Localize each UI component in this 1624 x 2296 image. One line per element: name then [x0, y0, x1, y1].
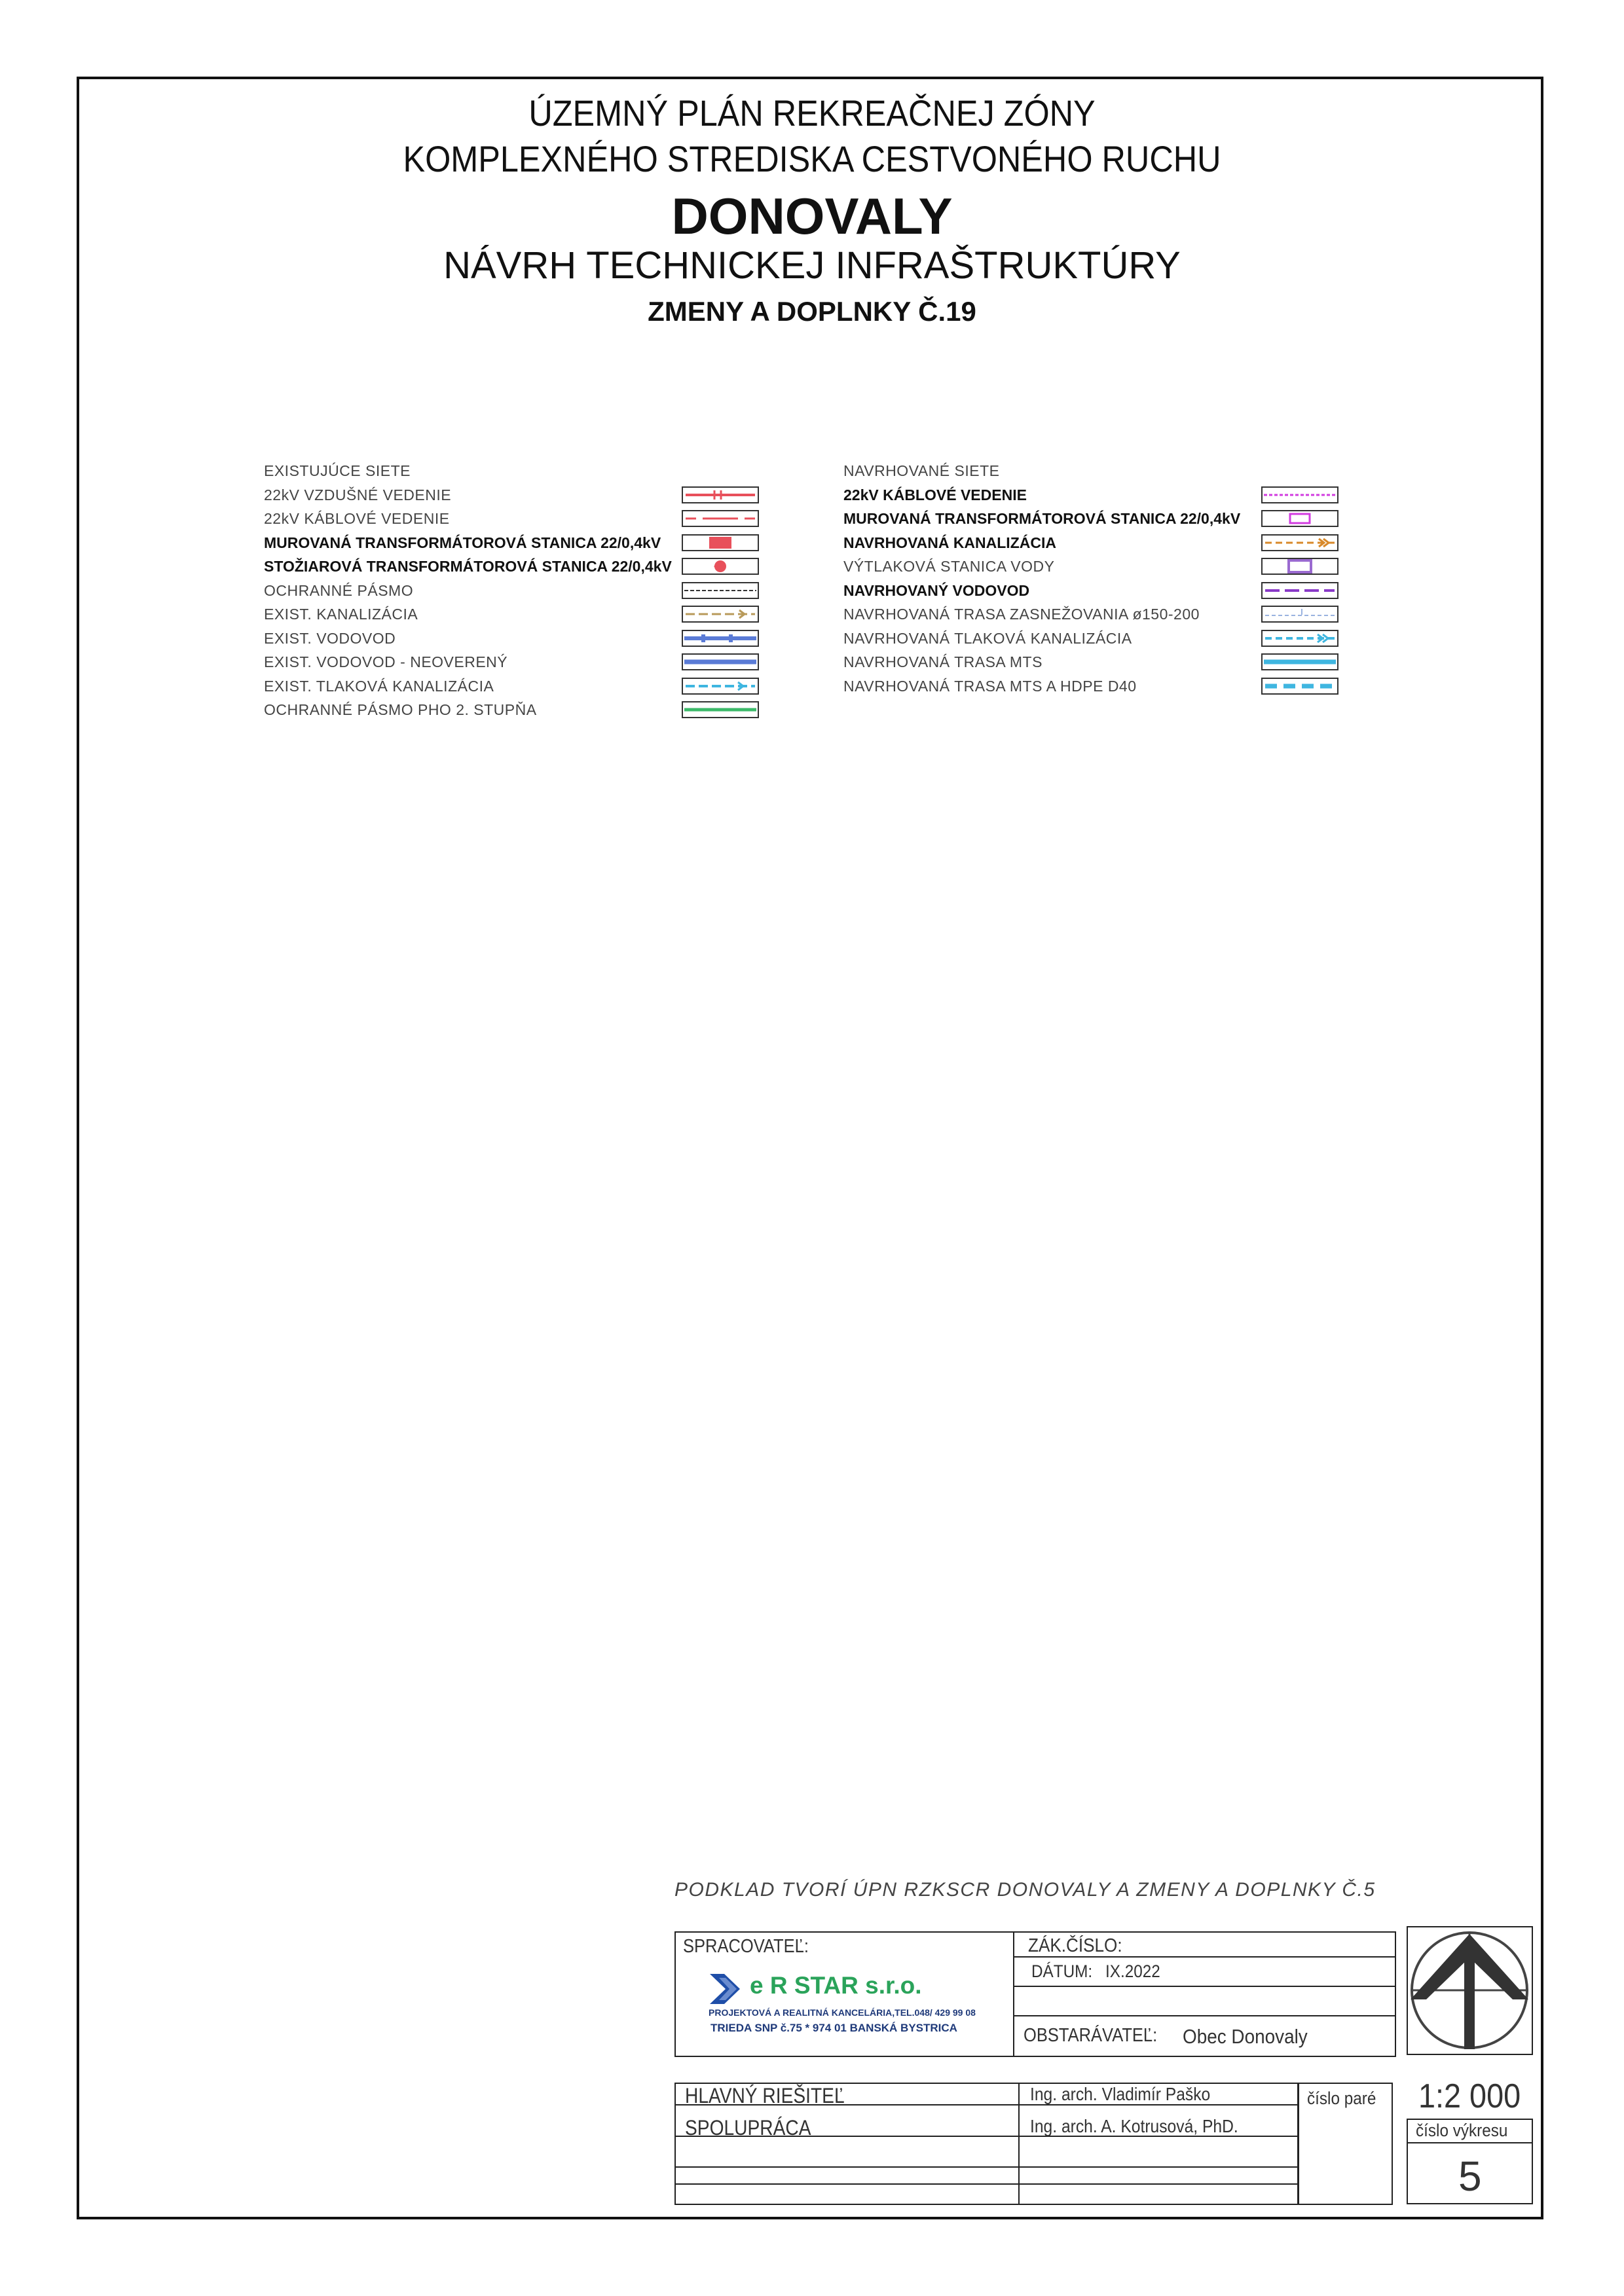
legend-label: MUROVANÁ TRANSFORMÁTOROVÁ STANICA 22/0,4kV	[843, 510, 1241, 527]
legend-label: NAVRHOVANÁ TRASA MTS	[843, 653, 1043, 670]
overhead-line-icon	[682, 486, 759, 503]
legend-heading-row	[843, 459, 1341, 483]
lead-value: Ing. arch. Vladimír Paško	[1030, 2084, 1211, 2104]
title-line-2: KOMPLEXNÉHO STREDISKA CESTVONÉHO RUCHU	[403, 138, 1221, 179]
legend-item	[264, 483, 762, 507]
legend-label: VÝTLAKOVÁ STANICA VODY	[843, 558, 1055, 575]
coop-label: SPOLUPRÁCA	[685, 2116, 811, 2140]
sewer-icon	[682, 606, 759, 623]
legend-label: NAVRHOVANÝ VODOVOD	[843, 581, 1030, 599]
legend-item	[843, 555, 1341, 579]
lead-label: HLAVNÝ RIEŠITEĽ	[685, 2084, 845, 2107]
legend-item	[843, 483, 1341, 507]
legend-label: OCHRANNÉ PÁSMO PHO 2. STUPŇA	[264, 701, 537, 718]
legend-label: 22kV KÁBLOVÉ VEDENIE	[843, 486, 1027, 503]
pole-substation-icon	[682, 558, 759, 575]
drawing-no-label: číslo výkresu	[1416, 2121, 1508, 2140]
legend-label: NAVRHOVANÁ TLAKOVÁ KANALIZÁCIA	[843, 629, 1132, 647]
processor-label: SPRACOVATEĽ:	[683, 1936, 809, 1957]
legend-label: OCHRANNÉ PÁSMO	[264, 581, 414, 599]
brick-substation-icon	[682, 534, 759, 551]
proposed-water-icon	[1261, 582, 1338, 599]
title-amendment: ZMENY A DOPLNKY Č.19	[648, 296, 976, 327]
title-main: DONOVALY	[671, 187, 953, 245]
mts-hdpe-route-icon	[1261, 678, 1338, 695]
legend-item	[843, 674, 1341, 699]
title-line-1: ÚZEMNÝ PLÁN REKREAČNEJ ZÓNY	[528, 92, 1096, 134]
company-name: e R STAR s.r.o.	[750, 1972, 922, 1999]
legend-item	[264, 602, 762, 627]
legend-item	[264, 507, 762, 531]
legend-item	[264, 650, 762, 674]
lower-row-line-3	[674, 2166, 1299, 2168]
pho-zone-icon	[682, 701, 759, 718]
proposed-substation-icon	[1261, 510, 1338, 527]
company-logo-icon	[707, 1973, 753, 2005]
basis-note: PODKLAD TVORÍ ÚPN RZKSCR DONOVALY A ZMENY A DOPLNKY Č.5	[674, 1879, 1376, 1901]
lower-row-line-4	[674, 2183, 1299, 2185]
legend-heading: EXISTUJÚCE SIETE	[264, 462, 411, 479]
legend-label: EXIST. VODOVOD	[264, 629, 396, 647]
pump-station-icon	[1261, 558, 1338, 575]
coop-value: Ing. arch. A. Kotrusová, PhD.	[1030, 2116, 1238, 2136]
legend-heading-row	[264, 459, 762, 483]
client-value: Obec Donovaly	[1183, 2025, 1308, 2048]
legend-item	[264, 579, 762, 603]
drawing-no-line	[1407, 2142, 1533, 2143]
proposed-sewer-icon	[1261, 534, 1338, 551]
proposed-cable-icon	[1261, 486, 1338, 503]
legend-label: 22kV KÁBLOVÉ VEDENIE	[264, 510, 450, 527]
proposed-pressure-sewer-icon	[1261, 630, 1338, 647]
cable-line-icon	[682, 510, 759, 527]
legend-item	[264, 674, 762, 699]
upper-row-line-2	[1013, 1986, 1396, 1987]
legend-proposed	[843, 459, 1341, 698]
protection-zone-icon	[682, 582, 759, 599]
legend-item	[264, 698, 762, 722]
legend-item	[264, 627, 762, 651]
legend-existing	[264, 459, 762, 722]
legend-label: EXIST. KANALIZÁCIA	[264, 606, 418, 623]
mts-route-icon	[1261, 653, 1338, 670]
company-line-1: PROJEKTOVÁ A REALITNÁ KANCELÁRIA,TEL.048/ 429 99 08	[709, 2007, 976, 2018]
legend-label: STOŽIAROVÁ TRANSFORMÁTOROVÁ STANICA 22/0,4kV	[264, 558, 672, 575]
snowmaking-icon	[1261, 606, 1338, 623]
date-value: IX.2022	[1105, 1961, 1160, 1981]
legend-item	[843, 579, 1341, 603]
water-main-icon	[682, 630, 759, 647]
title-subtitle: NÁVRH TECHNICKEJ INFRAŠTRUKTÚRY	[443, 244, 1181, 287]
legend-label: NAVRHOVANÁ TRASA MTS A HDPE D40	[843, 677, 1137, 695]
company-line-2: TRIEDA SNP č.75 * 974 01 BANSKÁ BYSTRICA	[710, 2022, 957, 2034]
scale-value: 1:2 000	[1418, 2077, 1521, 2115]
legend-item	[843, 650, 1341, 674]
legend-heading: NAVRHOVANÉ SIETE	[843, 462, 1000, 479]
legend-item	[843, 531, 1341, 555]
legend-label: EXIST. VODOVOD - NEOVERENÝ	[264, 653, 508, 670]
client-label: OBSTARÁVATEĽ:	[1024, 2025, 1158, 2046]
legend-label: NAVRHOVANÁ TRASA ZASNEŽOVANIA ø150-200	[843, 606, 1200, 623]
upper-row-line-3	[1013, 2015, 1396, 2016]
processor-divider	[1013, 1931, 1014, 2057]
legend-item	[264, 531, 762, 555]
north-arrow-icon	[1408, 1927, 1532, 2054]
water-unverified-icon	[682, 653, 759, 670]
legend-label: MUROVANÁ TRANSFORMÁTOROVÁ STANICA 22/0,4kV	[264, 534, 661, 551]
date-label: DÁTUM:	[1031, 1961, 1093, 1981]
legend-item	[843, 627, 1341, 651]
legend-label: EXIST. TLAKOVÁ KANALIZÁCIA	[264, 677, 494, 695]
drawing-no-value: 5	[1458, 2153, 1482, 2200]
copies-label: číslo paré	[1307, 2088, 1376, 2108]
legend-label: 22kV VZDUŠNÉ VEDENIE	[264, 486, 452, 503]
pressure-sewer-icon	[682, 678, 759, 695]
legend-label: NAVRHOVANÁ KANALIZÁCIA	[843, 534, 1056, 551]
legend-item	[843, 602, 1341, 627]
lower-col-line-1	[1018, 2083, 1020, 2205]
legend-item	[843, 507, 1341, 531]
order-label: ZÁK.ČÍSLO:	[1028, 1935, 1122, 1956]
legend-item	[264, 555, 762, 579]
